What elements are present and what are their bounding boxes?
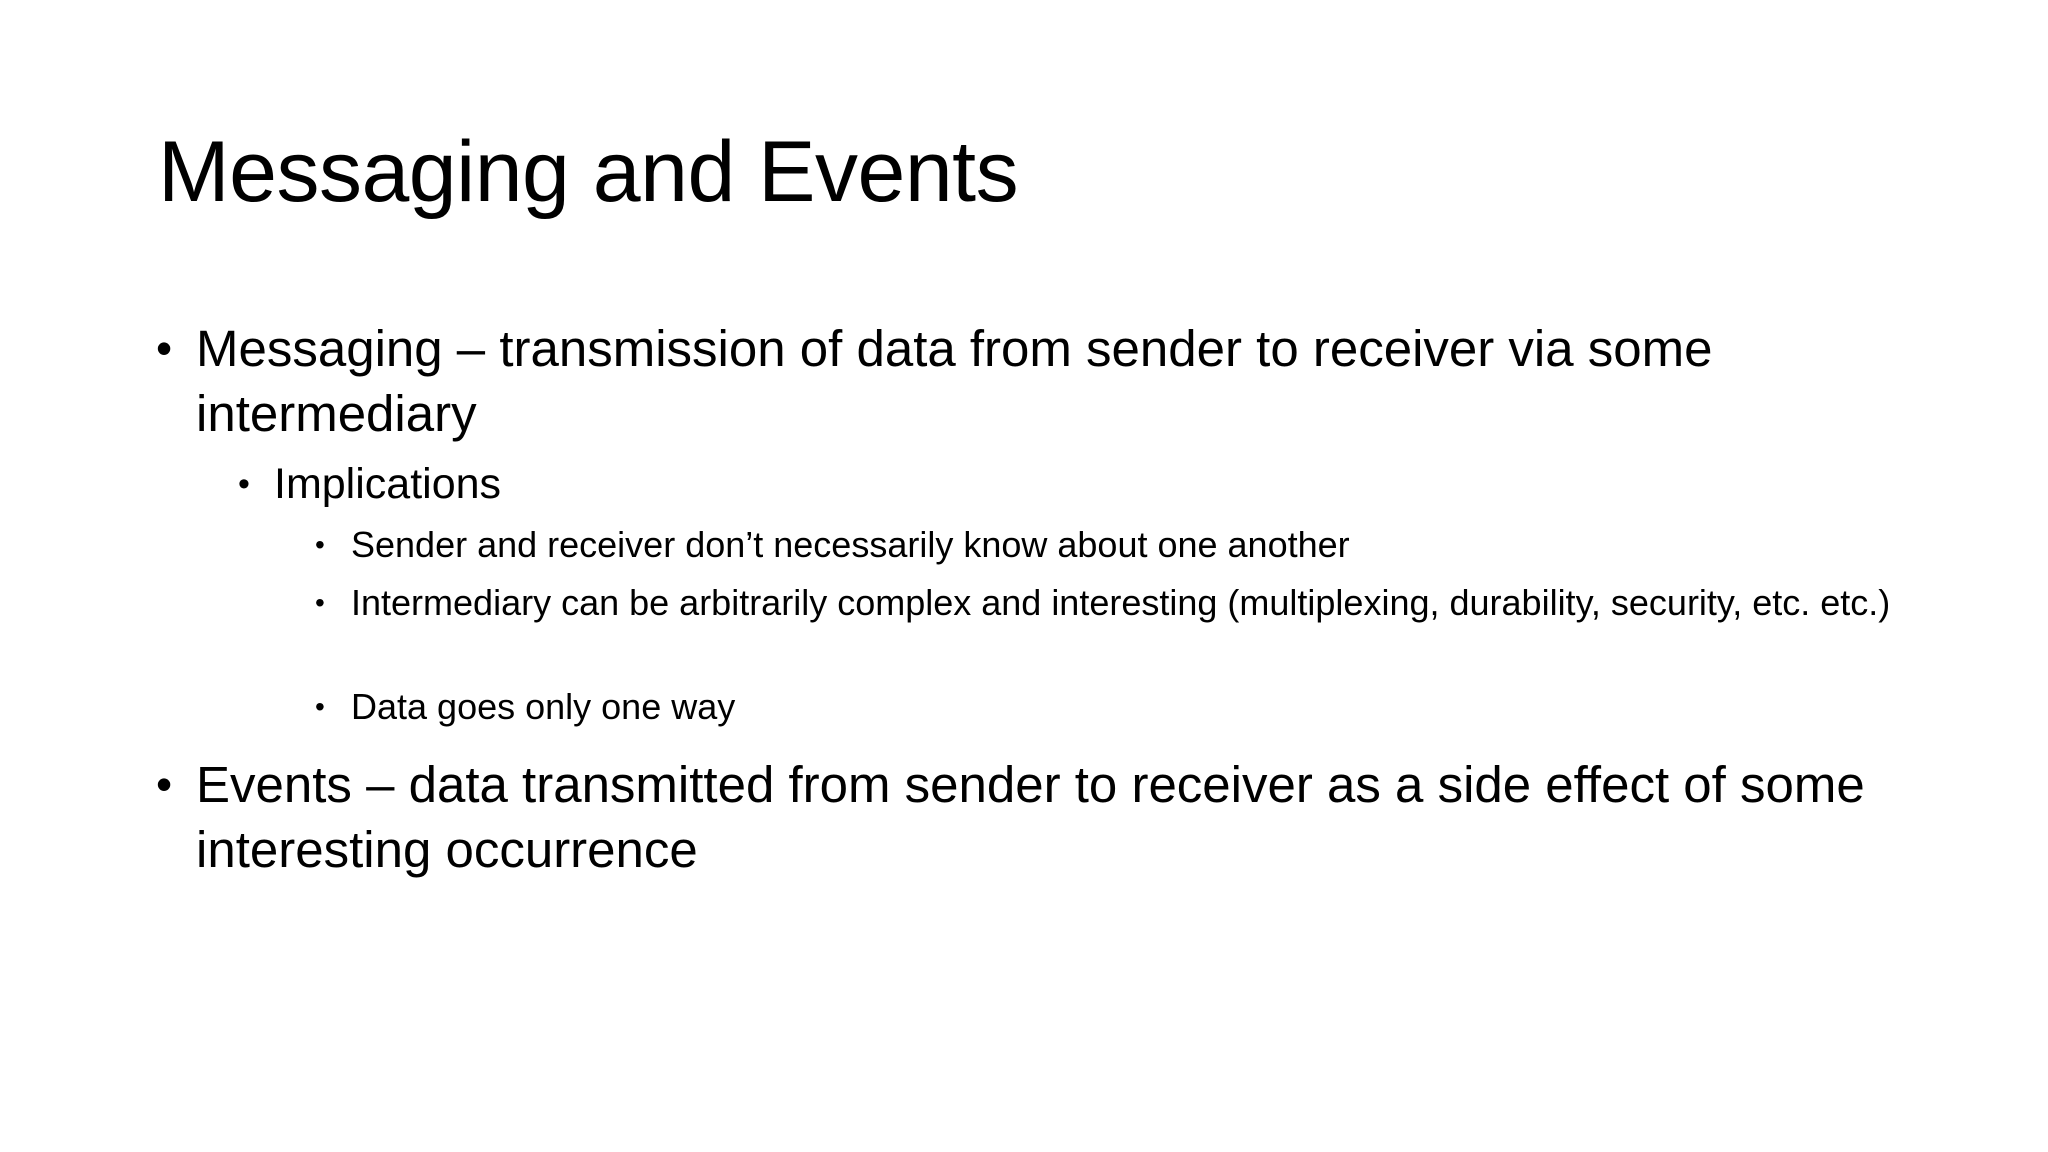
bullet-text: Data goes only one way xyxy=(351,686,736,727)
bullet-icon: • xyxy=(156,758,173,810)
bullet-text: Sender and receiver don’t necessarily know about one another xyxy=(351,524,1350,565)
bullet-item-implications xyxy=(238,457,1874,511)
bullet-icon: • xyxy=(315,529,325,560)
slide-title: Messaging and Events xyxy=(158,124,1019,220)
bullet-item-intermediary xyxy=(315,580,1911,626)
bullet-icon: • xyxy=(238,465,250,503)
bullet-item-messaging xyxy=(156,316,1896,446)
bullet-text: Implications xyxy=(274,460,502,508)
bullet-item-sender-receiver xyxy=(315,522,1911,568)
bullet-item-events xyxy=(156,752,1896,882)
bullet-text: Messaging – transmission of data from sender to receiver via some intermediary xyxy=(196,320,1713,442)
bullet-text: Intermediary can be arbitrarily complex and interesting (multiplexing, durability, security, etc. etc.) xyxy=(351,582,1891,623)
bullet-item-data-one-way xyxy=(315,684,1911,730)
bullet-text: Events – data transmitted from sender to receiver as a side effect of some interesting occurrence xyxy=(196,756,1865,878)
bullet-icon: • xyxy=(315,691,325,722)
bullet-icon: • xyxy=(315,587,325,618)
bullet-icon: • xyxy=(156,322,173,374)
